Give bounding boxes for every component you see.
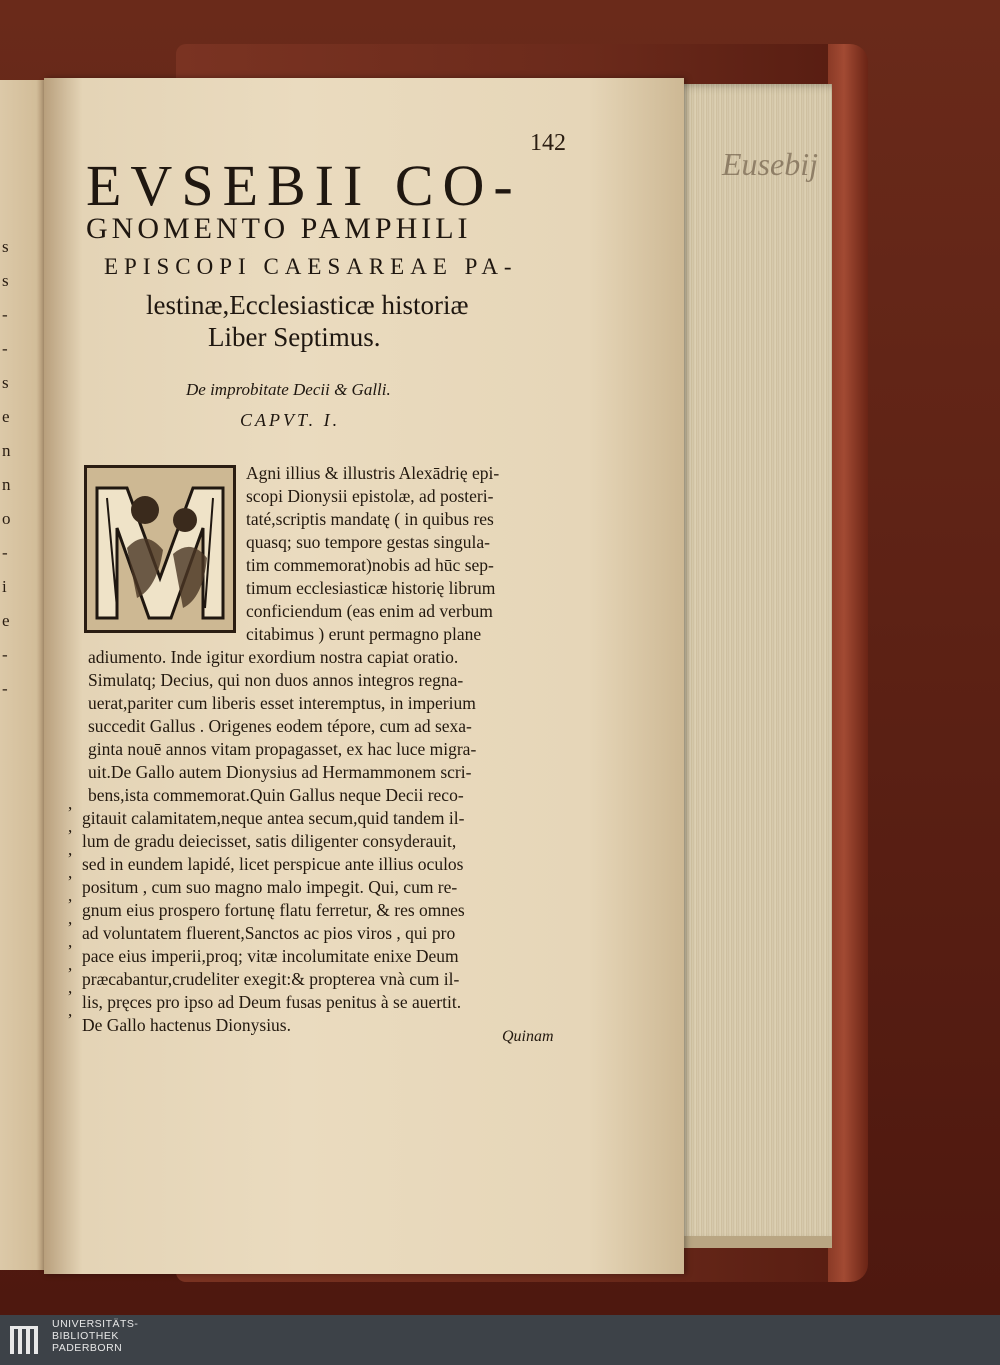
body-line: ginta nouē annos vitam propagasset, ex hac luce migra-	[88, 739, 477, 759]
library-footer	[0, 1315, 1000, 1365]
margin-letter: s	[2, 373, 9, 392]
library-name-line: PADERBORN	[52, 1342, 123, 1354]
margin-letter: -	[2, 679, 8, 698]
body-line: gnum eius prospero fortunę flatu ferretur, & res omnes	[82, 900, 465, 920]
margin-letter: -	[2, 543, 8, 562]
chapter-subtitle: De improbitate Decii & Galli.	[186, 380, 391, 399]
quote-mark: ,	[68, 886, 73, 905]
margin-letter: -	[2, 645, 8, 664]
body-line: lum de gradu deiecisset, satis diligenter consyderauit,	[82, 831, 457, 851]
body-line: adiumento. Inde igitur exordium nostra capiat oratio.	[88, 647, 459, 667]
quote-mark: ,	[68, 1001, 73, 1020]
title-line-4: lestinæ,Ecclesiasticæ historiæ	[146, 290, 469, 320]
margin-letter: s	[2, 271, 9, 290]
body-line: præcabantur,crudeliter exegit:& propterea vnà cum il-	[82, 969, 460, 989]
body-line: ad voluntatem fluerent,Sanctos ac pios viros , qui pro	[82, 923, 456, 943]
margin-letter: n	[2, 441, 11, 460]
body-line: tim commemorat)nobis ad hūc sep-	[246, 555, 494, 575]
body-line: succedit Gallus . Origenes eodem tépore, cum ad sexa-	[88, 716, 472, 736]
margin-letter: -	[2, 339, 8, 358]
woodcut-initial-m	[84, 465, 236, 633]
edge-inscription: Eusebij	[722, 146, 818, 182]
quote-mark: ,	[68, 840, 73, 859]
margin-letter: e	[2, 407, 10, 426]
body-line: quasq; suo tempore gestas singula-	[246, 532, 490, 552]
body-line: bens,ista commemorat.Quin Gallus neque Decii reco-	[88, 785, 464, 805]
body-line: De Gallo hactenus Dionysius.	[82, 1015, 291, 1035]
body-line: gitauit calamitatem,neque antea secum,quid tandem il-	[82, 808, 465, 828]
quote-mark: ,	[68, 978, 73, 997]
margin-letter: -	[2, 305, 8, 324]
library-name-line: BIBLIOTHEK	[52, 1330, 119, 1342]
page-block-edges	[672, 84, 832, 1244]
margin-letter: s	[2, 237, 9, 256]
page-block-bottom	[672, 1236, 832, 1248]
body-line: uit.De Gallo autem Dionysius ad Hermammonem scri-	[88, 762, 472, 782]
page-number: 142	[530, 130, 566, 156]
catchword: Quinam	[502, 1028, 554, 1045]
body-line: taté,scriptis mandatę ( in quibus res	[246, 509, 494, 529]
quote-mark: ,	[68, 817, 73, 836]
cover-spine-edge	[828, 44, 868, 1282]
title-line-2: GNOMENTO PAMPHILI	[86, 212, 472, 245]
quote-mark: ,	[68, 863, 73, 882]
margin-letter: e	[2, 611, 10, 630]
quote-mark: ,	[68, 932, 73, 951]
facing-page-margin-letters	[2, 230, 16, 706]
margin-letter: n	[2, 475, 11, 494]
body-line: sed in eundem lapidé, licet perspicue ante illius oculos	[82, 854, 464, 874]
body-line: timum ecclesiasticæ historię librum	[246, 578, 496, 598]
library-name	[52, 1318, 138, 1354]
body-line: conficiendum (eas enim ad verbum	[246, 601, 493, 621]
body-line: lis, pręces pro ipso ad Deum fusas penitus à se auertit.	[82, 992, 462, 1012]
body-line: Simulatq; Decius, qui non duos annos integros regna-	[88, 670, 464, 690]
library-name-line: UNIVERSITÄTS-	[52, 1318, 139, 1330]
body-line: pace eius imperii,proq; vitæ incolumitate enixe Deum	[82, 946, 459, 966]
body-line: Agni illius & illustris Alexādrię epi-	[246, 463, 500, 483]
chapter-heading: CAPVT. I.	[240, 410, 341, 430]
margin-letter: i	[2, 577, 7, 596]
body-line: uerat,pariter cum liberis esset interemptus, in imperium	[88, 693, 476, 713]
margin-letter: o	[2, 509, 11, 528]
body-line: positum , cum suo magno malo impegit. Qui, cum re-	[82, 877, 458, 897]
body-line: citabimus ) erunt permagno plane	[246, 624, 482, 644]
quote-mark: ,	[68, 955, 73, 974]
library-logo-icon	[8, 1322, 42, 1356]
title-line-1: EVSEBII CO-	[86, 153, 522, 218]
title-line-3: EPISCOPI CAESAREAE PA-	[104, 254, 518, 279]
body-line: scopi Dionysii epistolæ, ad posteri-	[246, 486, 494, 506]
quote-mark: ,	[68, 794, 73, 813]
title-line-5: Liber Septimus.	[208, 322, 381, 352]
quote-mark: ,	[68, 909, 73, 928]
woodcut-illustration	[87, 468, 233, 630]
